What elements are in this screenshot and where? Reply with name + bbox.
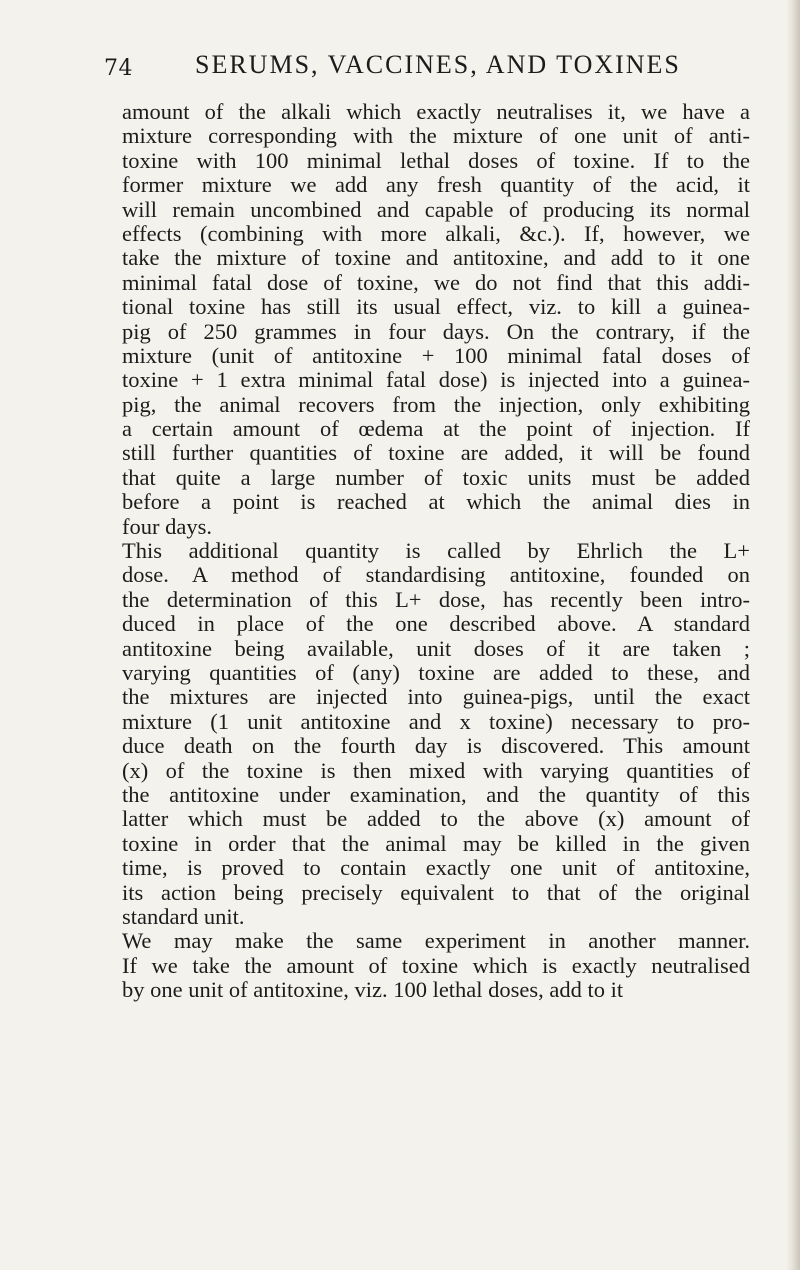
text-line: dose. A method of standardising antitoxine, founded on [122, 562, 750, 588]
text-line: If we take the amount of toxine which is exactly neutralised [122, 952, 750, 978]
text-line: by one unit of antitoxine, viz. 100 lethal doses, add to it [122, 977, 624, 1003]
text-line: minimal fatal dose of toxine, we do not find that this addi- [122, 269, 750, 295]
text-line: standard unit. [122, 903, 245, 929]
paragraph [122, 929, 750, 1002]
text-line: mixture (1 unit antitoxine and x toxine) necessary to pro- [122, 708, 750, 734]
text-line: toxine in order that the animal may be killed in the given [122, 830, 750, 856]
text-line: latter which must be added to the above (x) amount of [122, 806, 750, 832]
text-line: before a point is reached at which the animal dies in [122, 489, 750, 515]
page-edge-shadow [786, 0, 800, 1270]
text-line: still further quantities of toxine are added, it will be found [122, 440, 750, 466]
text-line: take the mixture of toxine and antitoxine, and add to it one [122, 245, 750, 271]
page-number: 74 [104, 56, 133, 81]
text-line: amount of the alkali which exactly neutralises it, we have a [122, 99, 750, 124]
text-line: pig, the animal recovers from the injection, only exhibiting [122, 391, 750, 417]
text-line: mixture corresponding with the mixture of one unit of anti- [122, 123, 750, 149]
text-line: toxine + 1 extra minimal fatal dose) is injected into a guinea- [122, 367, 750, 393]
text-line: effects (combining with more alkali, &c.). If, however, we [122, 220, 750, 246]
text-line: varying quantities of (any) toxine are added to these, and [122, 659, 750, 685]
text-line: the antitoxine under examination, and the quantity of this [122, 781, 750, 807]
text-line: duced in place of the one described above. A standard [122, 611, 750, 637]
text-line: (x) of the toxine is then mixed with varying quantities of [122, 757, 750, 783]
text-line: duce death on the fourth day is discovered. This amount [122, 733, 750, 759]
body-text [122, 100, 750, 1002]
text-line: mixture (unit of antitoxine + 100 minimal fatal doses of [122, 342, 750, 368]
text-line: toxine with 100 minimal lethal doses of toxine. If to the [122, 147, 750, 173]
text-line: the mixtures are injected into guinea-pigs, until the exact [122, 684, 750, 710]
text-line: the determination of this L+ dose, has recently been intro- [122, 586, 750, 612]
text-line: tional toxine has still its usual effect, viz. to kill a guinea- [122, 294, 750, 320]
page-header [0, 50, 800, 90]
text-line: will remain uncombined and capable of producing its normal [122, 196, 750, 222]
text-line: We may make the same experiment in another manner. [122, 928, 750, 954]
text-line: four days. [122, 513, 212, 539]
running-title: SERUMS, VACCINES, AND TOXINES [195, 50, 681, 79]
text-line: a certain amount of œdema at the point of injection. If [122, 416, 750, 442]
text-line: pig of 250 grammes in four days. On the contrary, if the [122, 318, 750, 344]
text-line: time, is proved to contain exactly one unit of antitoxine, [122, 855, 750, 881]
text-line: antitoxine being available, unit doses of it are taken ; [122, 635, 750, 661]
paragraph [122, 100, 750, 539]
text-line: that quite a large number of toxic units must be added [122, 464, 750, 490]
text-line: This additional quantity is called by Ehrlich the L+ [122, 538, 750, 564]
paragraph [122, 539, 750, 929]
text-line: former mixture we add any fresh quantity of the acid, it [122, 172, 750, 198]
text-line: its action being precisely equivalent to that of the original [122, 879, 750, 905]
